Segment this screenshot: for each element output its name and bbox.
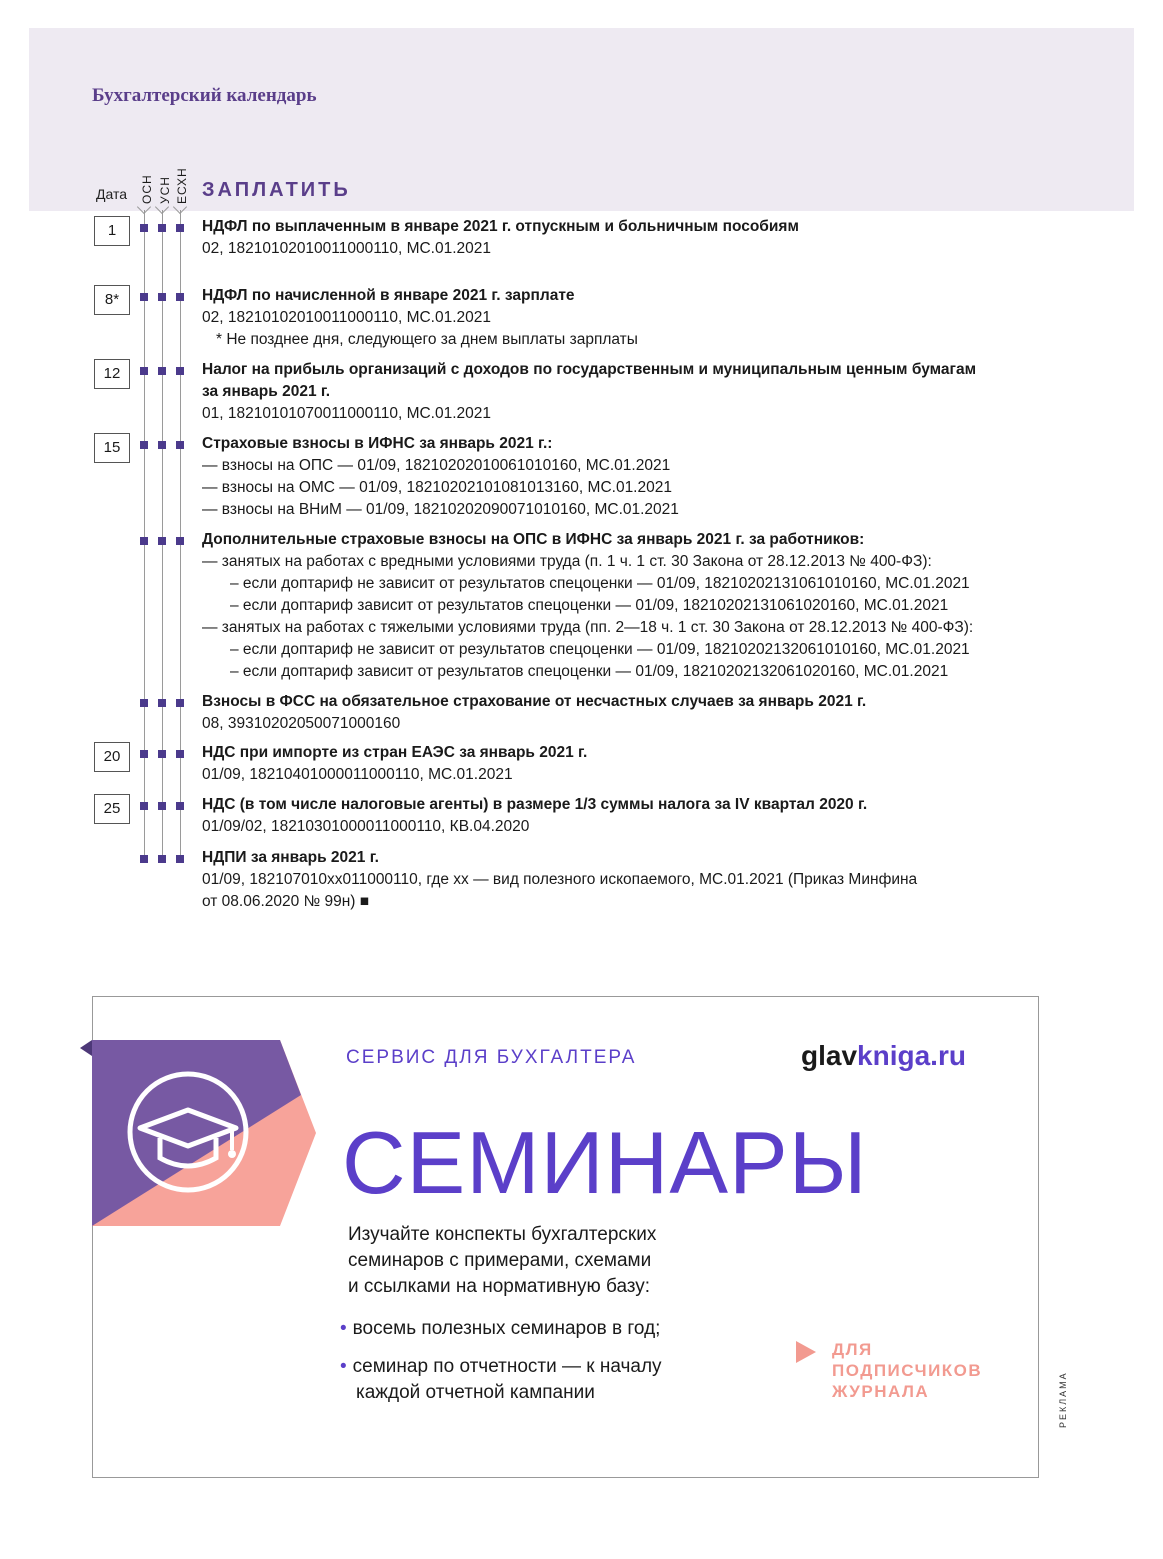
entry-title: НДФЛ по начисленной в январе 2021 г. зарплате [202,287,575,304]
entry-line: 01/09, 182107010xx011000110, где хх — вид полезного ископаемого, МС.01.2021 (Приказ Минфина [202,871,918,888]
entry-title: НДПИ за январь 2021 г. [202,849,379,866]
entry-line: 08, 39310202050071000160 [202,715,401,732]
eshn-marker [176,802,184,810]
usn-marker [158,802,166,810]
usn-marker [158,441,166,449]
date-box: 1 [94,216,130,246]
section-heading-pay: ЗАПЛАТИТЬ [202,179,351,201]
entry-subline: – если доптариф зависит от результатов спецоценки — 01/09, 18210202131061020160, МС.01.2021 [230,597,949,614]
entry-line: — занятых на работах с вредными условиями труда (п. 1 ч. 1 ст. 30 Закона от 28.12.2013 № 400-ФЗ): [202,553,932,570]
osn-marker [140,367,148,375]
entry-note: * Не позднее дня, следующего за днем выплаты зарплаты [216,331,638,348]
entry-line: 01/09/02, 18210301000011000110, КВ.04.2020 [202,818,530,835]
usn-marker [158,367,166,375]
entry-title: НДС (в том числе налоговые агенты) в размере 1/3 суммы налога за IV квартал 2020 г. [202,796,868,813]
brand-part-1: glav [801,1040,858,1071]
osn-marker [140,855,148,863]
column-date: Дата [96,186,128,202]
eshn-marker [176,367,184,375]
osn-marker [140,537,148,545]
usn-marker [158,750,166,758]
ad-bullet [340,1354,662,1380]
date-box: 12 [94,359,130,389]
subscribers-line: ПОДПИСЧИКОВ [832,1361,983,1380]
entry-subline: – если доптариф зависит от результатов спецоценки — 01/09, 18210202132061020160, МС.01.2021 [230,663,949,680]
ad-text-line: и ссылками на нормативную базу: [348,1276,651,1297]
entry-subline: – если доптариф не зависит от результатов спецоценки — 01/09, 18210202132061010160, МС.01.2021 [230,641,970,658]
osn-marker [140,802,148,810]
entry-line: — взносы на ВНиМ — 01/09, 18210202090071010160, МС.01.2021 [202,501,679,518]
usn-marker [158,537,166,545]
bullet-icon: • [340,1356,347,1377]
bullet-icon: • [340,1318,347,1339]
column-line-eshn [180,210,181,862]
subscribers-line: ДЛЯ [832,1340,873,1359]
subscribers-line: ЖУРНАЛА [832,1382,930,1401]
entry-title: Налог на прибыль организаций с доходов по государственным и муниципальным ценным бумагам [202,361,977,378]
osn-marker [140,699,148,707]
ad-bullet-cont: каждой отчетной кампании [356,1382,595,1403]
entry-title: Дополнительные страховые взносы на ОПС в ИФНС за январь 2021 г. за работников: [202,531,865,548]
ad-description [348,1222,768,1300]
eshn-marker [176,699,184,707]
entry-subline: – если доптариф не зависит от результатов спецоценки — 01/09, 18210202131061010160, МС.01.2021 [230,575,970,592]
osn-marker [140,441,148,449]
eshn-marker [176,537,184,545]
entry-line: 01, 18210101070011000110, МС.01.2021 [202,405,492,422]
osn-marker [140,224,148,232]
eshn-marker [176,441,184,449]
date-box: 15 [94,433,130,463]
subscribers-label [832,1339,982,1402]
service-label: СЕРВИС ДЛЯ БУХГАЛТЕРА [346,1047,637,1068]
ad-text-line: Изучайте конспекты бухгалтерских [348,1224,657,1245]
osn-marker [140,293,148,301]
entry-title: НДС при импорте из стран ЕАЭС за январь 2021 г. [202,744,588,761]
entry-line: 02, 18210102010011000110, МС.01.2021 [202,309,492,326]
entry-title: Взносы в ФСС на обязательное страхование от несчастных случаев за январь 2021 г. [202,693,867,710]
ad-text-line: семинаров с примерами, схемами [348,1250,652,1271]
column-line-osn [144,210,145,862]
header-band [29,28,1134,211]
ad-headline: СЕМИНАРЫ [342,1113,868,1212]
eshn-marker [176,750,184,758]
entry-title: НДФЛ по выплаченным в январе 2021 г. отпускным и больничным пособиям [202,218,799,235]
column-usn: УСН [158,176,172,204]
eshn-marker [176,224,184,232]
column-eshn: ЕСХН [175,167,189,204]
date-box: 25 [94,794,130,824]
entry-line: 02, 18210102010011000110, МС.01.2021 [202,240,492,257]
seminar-ribbon [80,1040,316,1226]
column-osn: ОСН [140,174,154,204]
entry-line: 01/09, 18210401000011000110, МС.01.2021 [202,766,513,783]
ad-bullet-text: восемь полезных семинаров в год; [352,1318,661,1339]
advertising-mark: РЕКЛАМА [1058,1371,1068,1428]
entry-line: — взносы на ОМС — 01/09, 18210202101081013160, МС.01.2021 [202,479,672,496]
section-title: Бухгалтерский календарь [92,85,317,106]
date-box: 8* [94,285,130,315]
usn-marker [158,699,166,707]
entry-line: — взносы на ОПС — 01/09, 18210202010061010160, МС.01.2021 [202,457,671,474]
usn-marker [158,855,166,863]
entry-line: — занятых на работах с тяжелыми условиями труда (пп. 2—18 ч. 1 ст. 30 Закона от 28.12.2013 № 400-ФЗ): [202,619,974,636]
brand-part-2: kniga.ru [857,1040,966,1071]
date-box: 20 [94,742,130,772]
brand-link[interactable] [801,1040,966,1072]
column-line-usn [162,210,163,862]
usn-marker [158,224,166,232]
entry-title-cont: за январь 2021 г. [202,383,331,400]
entry-title: Страховые взносы в ИФНС за январь 2021 г.: [202,435,553,452]
entry-line: от 08.06.2020 № 99н) ■ [202,893,370,910]
eshn-marker [176,855,184,863]
usn-marker [158,293,166,301]
eshn-marker [176,293,184,301]
osn-marker [140,750,148,758]
ad-bullet [340,1316,660,1342]
ad-bullet-text: семинар по отчетности — к началу [352,1356,662,1377]
play-arrow-icon [796,1341,816,1363]
